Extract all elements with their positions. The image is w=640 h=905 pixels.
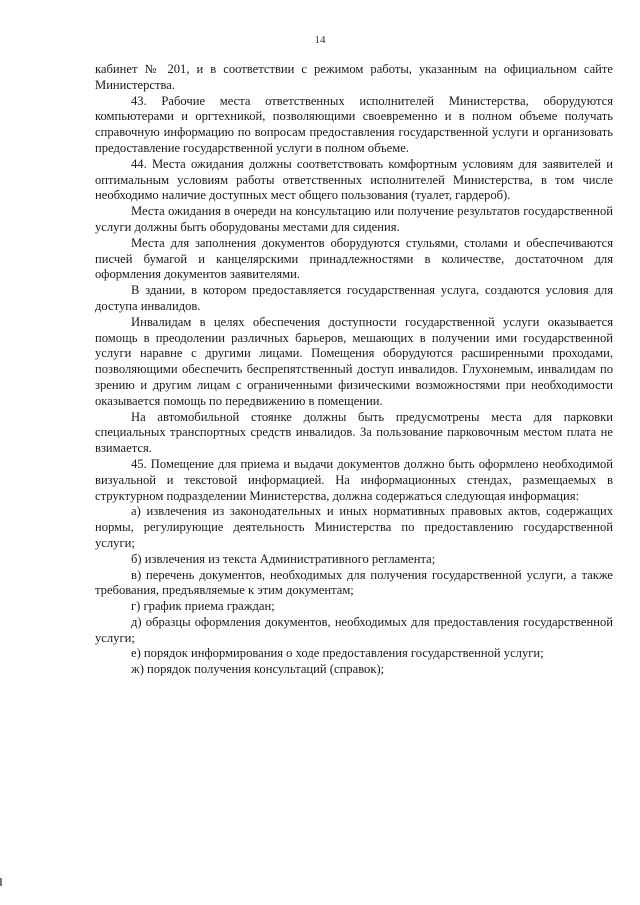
page-number: 14 bbox=[314, 34, 326, 46]
paragraph-disabled-assistance: Инвалидам в целях обеспечения доступности государственной услуги оказывается помощь в преодолении различных барьеров, мешающих в получении ими государственной услуги наравне с другими лицами. Помещения оборудуются расширенными проходами, позволяющими обеспечить беспрепятственный доступ инвалидов. Глухонемым, инвалидам по зрению и другим лицам с ограниченными физическими возможностями при необходимости оказывается помощь по передвижению в помещении. bbox=[95, 314, 613, 408]
paragraph-disabled-access: В здании, в котором предоставляется государственная услуга, создаются условия для доступа инвалидов. bbox=[95, 283, 613, 313]
paragraph-document-filling: Места для заполнения документов оборудуются стульями, столами и обеспечиваются писчей бумагой и канцелярскими принадлежностями в количестве, достаточном для оформления документов заявителями. bbox=[95, 235, 613, 282]
paragraph-45-information-stands: 45. Помещение для приема и выдачи документов должно быть оформлено необходимой визуальной и текстовой информацией. На информационных стендах, размещаемых в структурном подразделении Министерства, должна содержаться следующая информация: bbox=[95, 456, 613, 503]
list-item-a: а) извлечения из законодательных и иных нормативных правовых актов, содержащих нормы, регулирующие деятельность Министерства по предоставлению государственной услуги; bbox=[95, 504, 613, 550]
list-item-v: в) перечень документов, необходимых для получения государственной услуги, а также требования, предъявляемые к этим документам; bbox=[95, 567, 613, 598]
list-item-b: б) извлечения из текста Административного регламента; bbox=[131, 551, 436, 566]
paragraph-parking: На автомобильной стоянке должны быть предусмотрены места для парковки специальных транспортных средств инвалидов. За пользование парковочным местом плата не взимается. bbox=[95, 409, 613, 456]
scan-edge-mark bbox=[0, 878, 2, 886]
list-item-zh: ж) порядок получения консультаций (справок); bbox=[131, 662, 385, 677]
document-body bbox=[95, 62, 613, 678]
list-item-e: е) порядок информирования о ходе предоставления государственной услуги; bbox=[131, 646, 544, 661]
paragraph-queue-seating: Места ожидания в очереди на консультацию или получение результатов государственной услуги должны быть оборудованы местами для сидения. bbox=[95, 204, 613, 234]
list-item-d: д) образцы оформления документов, необходимых для предоставления государственной услуги; bbox=[95, 614, 613, 645]
paragraph-cabinet-201: кабинет № 201, и в соответствии с режимом работы, указанным на официальном сайте Министерства. bbox=[95, 62, 613, 92]
list-item-g: г) график приема граждан; bbox=[131, 599, 275, 614]
paragraph-43-workplaces: 43. Рабочие места ответственных исполнителей Министерства, оборудуются компьютерами и оргтехникой, позволяющими своевременно и в полном объеме получать справочную информацию по вопросам предоставления государственной услуги и организовать предоставление государственной услуги в полном объеме. bbox=[95, 93, 613, 155]
paragraph-44-waiting-areas: 44. Места ожидания должны соответствовать комфортным условиям для заявителей и оптимальным условиям работы ответственных исполнителей Министерства, в том числе необходимо наличие доступных мест общего пользования (туалет, гардероб). bbox=[95, 156, 613, 203]
